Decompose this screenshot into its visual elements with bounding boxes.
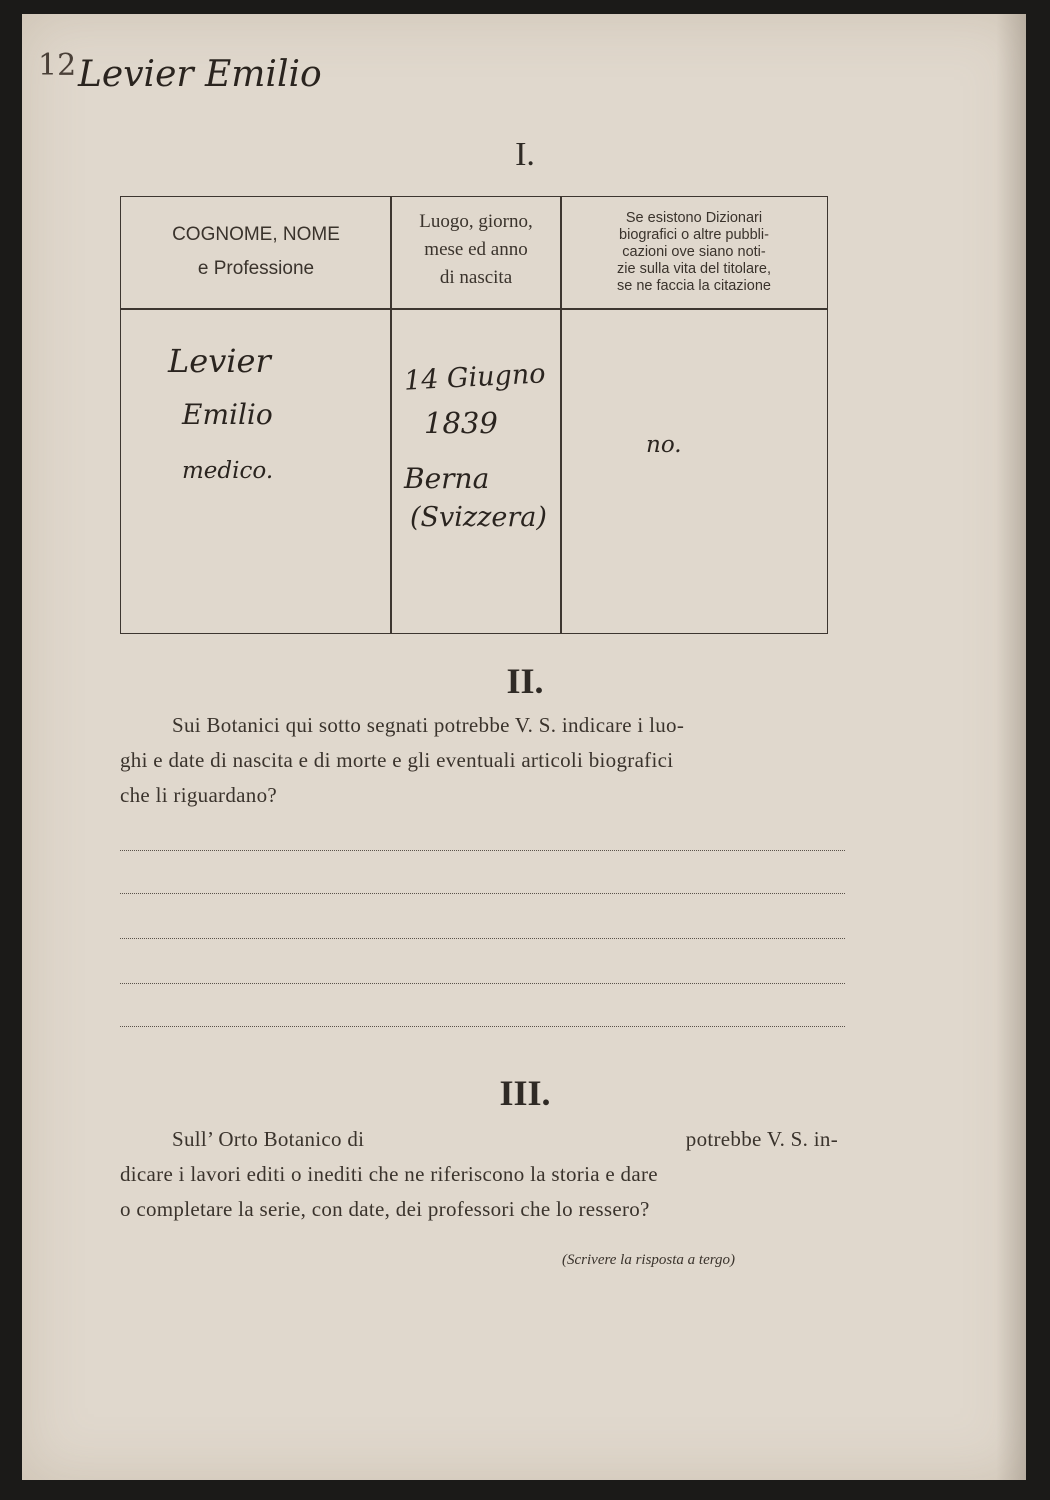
section-2-line1: Sui Botanici qui sotto segnati potrebbe V. S. indicare i luo-	[172, 713, 685, 737]
reply-overleaf-note: (Scrivere la risposta a tergo)	[562, 1252, 736, 1268]
column-header-birth-line1: Luogo, giorno,	[419, 211, 533, 232]
entry-birth-date: 14 Giugno	[403, 358, 547, 397]
section-3-line1-start: Sull’ Orto Botanico di	[172, 1127, 365, 1151]
margin-number: 12	[38, 48, 77, 83]
answer-line-3	[120, 938, 845, 939]
section-3-line2: dicare i lavori editi o inediti che ne riferiscono la storia e dare	[120, 1162, 658, 1186]
section-3-numeral: III.	[499, 1073, 551, 1113]
section-3-line1-end: potrebbe V. S. in-	[685, 1127, 838, 1151]
column-header-name	[122, 222, 390, 281]
entry-profession: medico.	[182, 458, 274, 484]
column-header-biography-line2: biografici o altre pubbli-	[619, 227, 769, 243]
column-header-biography	[562, 210, 826, 295]
table-header-rule	[120, 308, 828, 310]
entry-surname: Levier	[168, 342, 271, 380]
answer-line-5	[120, 1026, 845, 1027]
answer-line-4	[120, 983, 845, 984]
column-header-biography-line5: se ne faccia la citazione	[617, 278, 771, 294]
section-2-question	[120, 708, 838, 813]
column-header-name-line2: e Professione	[197, 257, 315, 279]
column-header-birth-line3: di nascita	[439, 267, 513, 288]
answer-line-1	[120, 850, 845, 851]
section-1-numeral: I.	[515, 136, 535, 173]
column-header-biography-line1: Se esistono Dizionari	[625, 210, 763, 226]
entry-birth-year: 1839	[424, 406, 498, 440]
paper-edge-shadow	[996, 14, 1026, 1480]
column-header-birth	[392, 208, 560, 292]
entry-biography-answer: no.	[646, 432, 682, 458]
column-header-biography-line4: zie sulla vita del titolare,	[617, 261, 771, 277]
section-3-line1	[120, 1122, 838, 1157]
handwritten-title-name: Levier Emilio	[78, 54, 322, 95]
section-3-line3: o completare la serie, con date, dei professori che lo ressero?	[120, 1197, 650, 1221]
answer-line-2	[120, 893, 845, 894]
column-header-birth-line2: mese ed anno	[424, 239, 528, 260]
entry-firstname: Emilio	[182, 398, 273, 431]
column-header-biography-line3: cazioni ove siano noti-	[622, 244, 766, 260]
section-2-numeral: II.	[506, 661, 544, 701]
section-2-line3: che li riguardano?	[120, 783, 277, 807]
entry-birth-city: Berna	[404, 462, 490, 495]
column-header-name-line1: COGNOME, NOME	[172, 224, 340, 245]
section-3-question	[120, 1122, 838, 1227]
section-2-line2: ghi e date di nascita e di morte e gli eventuali articoli biografici	[120, 748, 674, 772]
entry-birth-country: (Svizzera)	[410, 502, 547, 533]
